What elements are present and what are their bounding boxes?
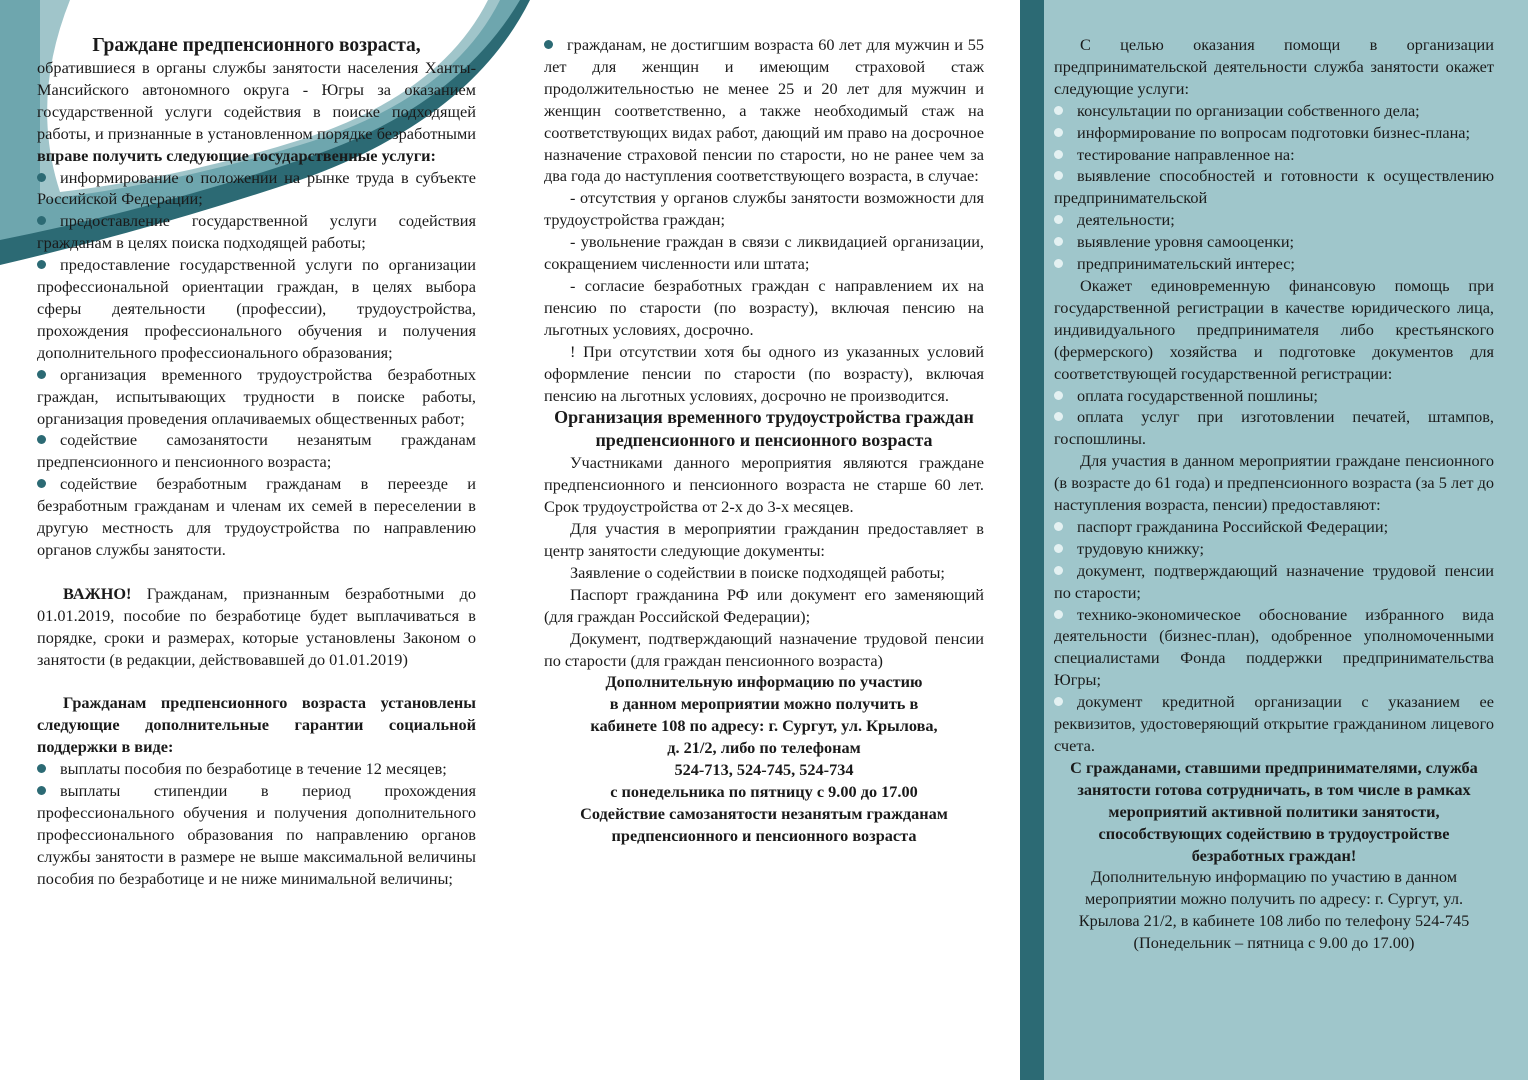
list-item: технико-экономическое обоснование избранного вида деятельности (бизнес-план), одобренное уполномоченными специалистами Фонда поддержки предпринимательства Югры; [1054, 604, 1494, 690]
bullet-icon [1054, 391, 1063, 400]
bullet-icon [1054, 566, 1063, 575]
column-temporary-employment [516, 0, 1006, 1080]
contact-info: Дополнительную информацию по участию в данном мероприятии можно получить в кабинете 108 по адресу: г. Сургут, ул. Крылова, д. 21/2, либо по телефонам 524-713, 524-745, 524-734 с понедельника по пятницу с 9.00 до 17.00 [590, 672, 938, 801]
list-item: паспорт гражданина Российской Федерации; [1054, 516, 1494, 538]
list-item: предоставление государственной услуги по организации профессиональной ориентации граждан, в целях выбора сферы деятельности (профессии), трудоустройства, прохождения профессионального обучения и получения дополнительного профессионального образования; [37, 255, 476, 362]
list-item: предпринимательский интерес; [1054, 253, 1494, 275]
case-item: - отсутствия у органов службы занятости возможности для трудоустройства граждан; [544, 188, 984, 230]
services-list [1054, 100, 1494, 275]
bullet-icon [1054, 610, 1063, 619]
bullet-icon [37, 173, 46, 182]
divider-stripe [1020, 0, 1044, 1080]
column-services [0, 0, 496, 1080]
list-item: информирование по вопросам подготовки бизнес-плана; [1054, 122, 1494, 144]
working-hours: (Понедельник – пятница с 9.00 до 17.00) [1133, 933, 1415, 953]
col1-intro: обратившиеся в органы службы занятости населения Ханты-Мансийского автономного округа - Югры за оказанием государственной услуги содействия в поиске подходящей работы, и признанные в установленном порядке безработными вправе получить следующие государственные услуги: [37, 58, 476, 165]
bullet-icon [1054, 237, 1063, 246]
services-list [37, 167, 476, 561]
bullet-icon [37, 370, 46, 379]
bullet-icon [1054, 215, 1063, 224]
temp-employment-title: Организация временного трудоустройства граждан предпенсионного и пенсионного возраста [554, 407, 974, 451]
bullet-icon [544, 40, 553, 49]
self-employment-title: Содействие самозанятости незанятым гражданам предпенсионного и пенсионного возраста [580, 803, 948, 845]
column-self-employment [1044, 0, 1528, 1080]
list-item: деятельности; [1054, 209, 1494, 231]
list-item: выявление способностей и готовности к осуществлению предпринимательской [1054, 166, 1494, 208]
bullet-icon [1054, 259, 1063, 268]
financial-aid-text: Окажет единовременную финансовую помощь при государственной регистрации в качестве юридического лица, индивидуального предпринимателя либо крестьянского (фермерского) хозяйства и подготовке документов для соответствующей государственной регистрации: [1054, 275, 1494, 383]
guarantees-title: Гражданам предпенсионного возраста установлены следующие дополнительные гарантии социальной поддержки в виде: [37, 693, 476, 757]
col3-intro: С целью оказания помощи в организации предпринимательской деятельности служба занятости окажет следующие услуги: [1054, 35, 1494, 98]
doc-item: Заявление о содействии в поиске подходящей работы; [570, 562, 945, 582]
aid-list [1054, 385, 1494, 451]
bullet-icon [37, 216, 46, 225]
bullet-icon [37, 764, 46, 773]
list-item: информирование о положении на рынке труда в субъекте Российской Федерации; [37, 167, 476, 209]
col1-title: Граждане предпенсионного возраста, [92, 35, 421, 56]
list-item: оплата услуг при изготовлении печатей, штампов, госпошлины. [1054, 407, 1494, 449]
documents-list [1054, 516, 1494, 757]
doc-item: Документ, подтверждающий назначение трудовой пенсии по старости (для граждан пенсионного возраста) [544, 628, 984, 670]
bullet-icon [1054, 697, 1063, 706]
important-note: ВАЖНО! Гражданам, признанным безработными до 01.01.2019, пособие по безработице будет выплачиваться в порядке, сроки и размерах, которые установлены Законом о занятости (в редакции, действовавшей до 01.01.2019) [37, 583, 476, 669]
bullet-icon [1054, 412, 1063, 421]
participation-text: Для участия в данном мероприятии граждане пенсионного (в возрасте до 61 года) и предпенсионного возраста (за 5 лет до наступления возраста, пенсии) предоставляют: [1054, 451, 1494, 515]
bullet-icon [1054, 106, 1063, 115]
list-item: трудовую книжку; [1054, 538, 1494, 560]
pension-bullet: гражданам, не достигшим возраста 60 лет для мужчин и 55 лет для женщин и имеющим страховой стаж продолжительностью не менее 25 и 20 лет для мужчин и женщин соответственно, а также необходимый стаж на соответствующих видах работ, дающий им право на досрочное назначение страховой пенсии по старости, но не ранее чем за два года до наступления соответствующего возраста, в случае: [544, 35, 984, 186]
list-item: консультации по организации собственного дела; [1054, 100, 1494, 122]
participants-text: Участниками данного мероприятия являются граждане предпенсионного и пенсионного возраста не старше 60 лет. Срок трудоустройства от 2-х до 3-х месяцев. [544, 453, 984, 517]
bullet-icon [1054, 544, 1063, 553]
list-item: документ кредитной организации с указанием ее реквизитов, удостоверяющий открытие гражданином лицевого счета. [1054, 692, 1494, 755]
warning-note: ! При отсутствии хотя бы одного из указанных условий оформление пенсии по старости (по возрасту), включая пенсию на льготных условиях, досрочно не производится. [544, 341, 984, 405]
bullet-icon [37, 260, 46, 269]
list-item: тестирование направленное на: [1054, 144, 1494, 166]
bullet-icon [1054, 171, 1063, 180]
list-item: документ, подтверждающий назначение трудовой пенсии по старости; [1054, 560, 1494, 602]
list-item: предоставление государственной услуги содействия гражданам в целях поиска подходящей работы; [37, 211, 476, 253]
closing-info: Дополнительную информацию по участию в данном мероприятии можно получить по адресу: г. Сургут, ул. Крылова 21/2, в кабинете 108 либо по телефону 524-745 [1078, 867, 1470, 931]
list-item: выявление уровня самооценки; [1054, 231, 1494, 253]
list-item: организация временного трудоустройства безработных граждан, испытывающих трудности в поиске работы, организация проведения оплачиваемых общественных работ; [37, 364, 476, 428]
list-item: оплата государственной пошлины; [1054, 385, 1494, 407]
bullet-icon [1054, 522, 1063, 531]
case-item: - увольнение граждан в связи с ликвидацией организации, сокращением численности или штата; [544, 232, 984, 274]
list-item: содействие безработным гражданам в переезде и безработным гражданам и членам их семей в переселении в другую местность для трудоустройства по направлению органов службы занятости. [37, 474, 476, 559]
bullet-icon [37, 435, 46, 444]
bullet-icon [1054, 150, 1063, 159]
list-item: содействие самозанятости незанятым гражданам предпенсионного и пенсионного возраста; [37, 430, 476, 472]
list-item: выплаты стипендии в период прохождения профессионального обучения и получения дополнительного профессионального образования по направлению органов службы занятости в размере не выше максимальной величины пособия по безработице и не ниже минимальной величины; [37, 781, 476, 888]
docs-intro: Для участия в мероприятии гражданин предоставляет в центр занятости следующие документы: [544, 519, 984, 561]
list-item: выплаты пособия по безработице в течение 12 месяцев; [37, 758, 476, 780]
bullet-icon [37, 786, 46, 795]
bullet-icon [37, 479, 46, 488]
guarantees-list [37, 758, 476, 889]
case-item: - согласие безработных граждан с направлением их на пенсию по старости (по возрасту), включая пенсию на льготных условиях, досрочно. [544, 275, 984, 339]
closing-bold: С гражданами, ставшими предпринимателями, служба занятости готова сотрудничать, в том числе в рамках мероприятий активной политики занятости, способствующих содействию в трудоустройстве безработных граждан! [1070, 757, 1478, 865]
bullet-icon [1054, 128, 1063, 137]
doc-item: Паспорт гражданина РФ или документ его заменяющий (для граждан Российской Федерации); [544, 584, 984, 626]
